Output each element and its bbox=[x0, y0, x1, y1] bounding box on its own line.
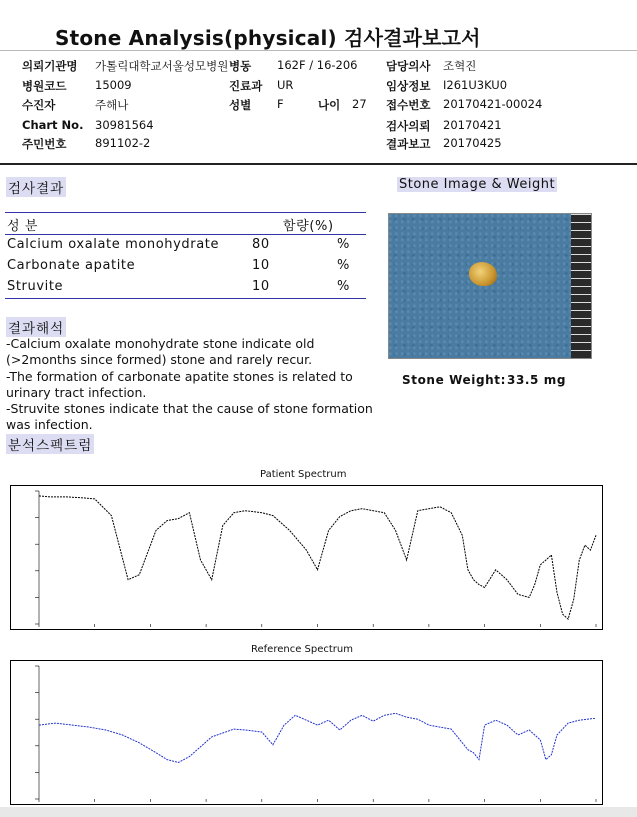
field-value: 가톨릭대학교서울성모병원 bbox=[95, 59, 229, 73]
field-value: 30981564 bbox=[95, 118, 154, 132]
field-label: 병원코드 bbox=[22, 79, 67, 93]
patient-spectrum-plot bbox=[11, 486, 602, 629]
field-value: 주해나 bbox=[95, 98, 129, 112]
field-value: F bbox=[277, 97, 284, 111]
field-label: 임상정보 bbox=[386, 79, 431, 93]
content-column-header: 함량(%) bbox=[283, 219, 334, 234]
component-column-header: 성 분 bbox=[7, 219, 39, 234]
interpretation-line: -Struvite stones indicate that the cause of stone formation was infection. bbox=[6, 401, 373, 433]
ruler bbox=[571, 214, 591, 358]
stone-photo bbox=[388, 213, 592, 359]
component-value: 10 bbox=[252, 258, 270, 273]
component-unit: % bbox=[337, 237, 350, 252]
reference-spectrum-title: Reference Spectrum bbox=[251, 644, 353, 655]
patient-spectrum-chart bbox=[10, 485, 603, 630]
field-value: 20170425 bbox=[443, 136, 502, 150]
component-unit: % bbox=[337, 258, 350, 273]
field-label: 성별 bbox=[229, 98, 252, 112]
reference-spectrum-plot bbox=[11, 661, 602, 804]
header-divider bbox=[0, 163, 637, 165]
field-value: 20170421-00024 bbox=[443, 97, 543, 111]
table-bottom-rule bbox=[5, 298, 366, 299]
results-section-title: 검사결과 bbox=[6, 177, 66, 197]
field-value: 891102-2 bbox=[95, 136, 151, 150]
title-divider bbox=[0, 50, 637, 51]
stone-weight-label: Stone Weight: bbox=[402, 373, 507, 387]
component-name: Carbonate apatite bbox=[7, 258, 136, 273]
component-name: Struvite bbox=[7, 279, 64, 294]
stone-weight-value: 33.5 mg bbox=[507, 373, 567, 387]
field-label: 수진자 bbox=[22, 98, 56, 112]
field-label: 병동 bbox=[229, 59, 252, 73]
interpretation-line: -Calcium oxalate monohydrate stone indicate old (>2months since formed) stone and rarely recur. bbox=[6, 336, 315, 368]
field-label: 검사의뢰 bbox=[386, 119, 431, 133]
interpretation-text bbox=[6, 336, 380, 434]
page-footer-band bbox=[0, 807, 637, 817]
field-value: 조혁진 bbox=[443, 59, 477, 73]
spectrum-section-title: 분석스펙트럼 bbox=[6, 434, 94, 454]
interpretation-section-title: 결과해석 bbox=[6, 317, 66, 337]
stone-section-title: Stone Image & Weight bbox=[399, 177, 556, 192]
spectrum-series-line bbox=[39, 713, 596, 762]
spectrum-series-line bbox=[39, 496, 596, 619]
field-value: 162F / 16-206 bbox=[277, 58, 358, 72]
component-value: 80 bbox=[252, 237, 270, 252]
field-value: 20170421 bbox=[443, 118, 502, 132]
field-label: 담당의사 bbox=[386, 59, 431, 73]
field-value: 27 bbox=[352, 97, 367, 111]
field-label: 의뢰기관명 bbox=[22, 59, 78, 73]
component-value: 10 bbox=[252, 279, 270, 294]
field-value: UR bbox=[277, 78, 294, 92]
component-unit: % bbox=[337, 279, 350, 294]
table-header-rule bbox=[5, 234, 366, 235]
field-label: 나이 bbox=[318, 98, 341, 112]
interpretation-line: -The formation of carbonate apatite stones is related to urinary tract infection. bbox=[6, 368, 353, 400]
stone-specimen bbox=[469, 262, 497, 286]
patient-spectrum-title: Patient Spectrum bbox=[260, 469, 347, 480]
field-label: 접수번호 bbox=[386, 98, 431, 112]
field-value: 15009 bbox=[95, 78, 132, 92]
reference-spectrum-chart bbox=[10, 660, 603, 805]
field-label: 결과보고 bbox=[386, 137, 431, 151]
field-label: 진료과 bbox=[229, 79, 263, 93]
report-title: Stone Analysis(physical) 검사결과보고서 bbox=[55, 26, 481, 50]
component-name: Calcium oxalate monohydrate bbox=[7, 237, 220, 252]
field-label: Chart No. bbox=[22, 118, 84, 132]
table-top-rule bbox=[5, 212, 366, 213]
field-label: 주민번호 bbox=[22, 137, 67, 151]
field-value: I261U3KU0 bbox=[443, 78, 508, 92]
